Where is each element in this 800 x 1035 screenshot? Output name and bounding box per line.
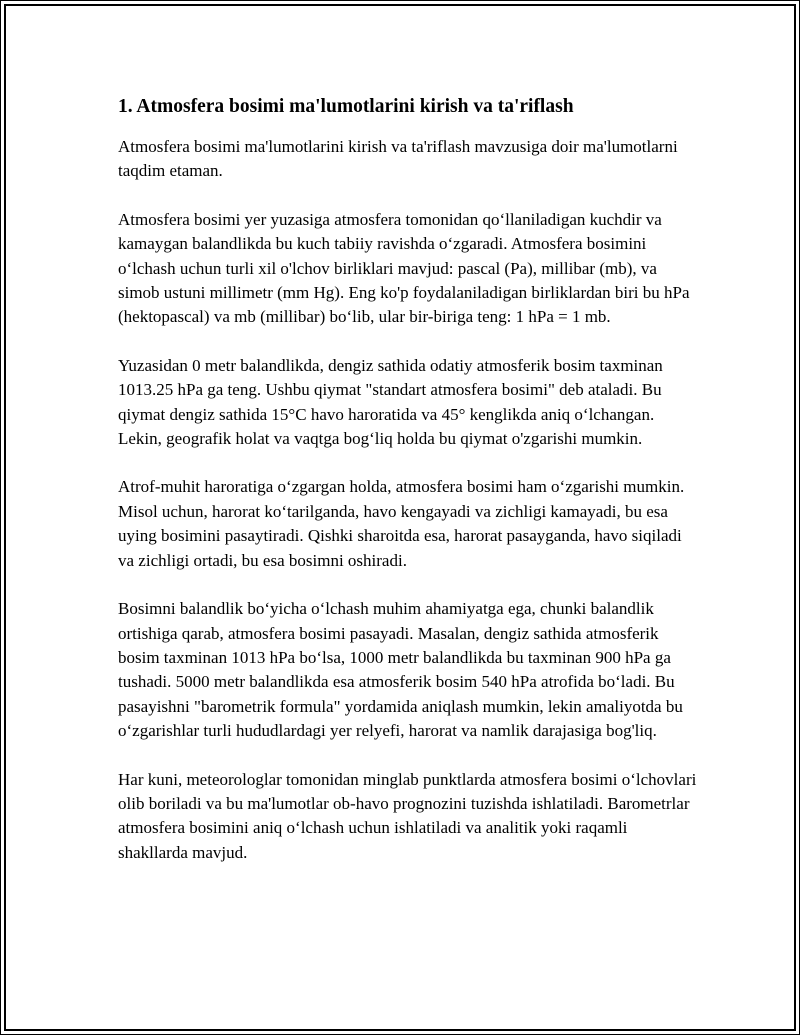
document-body [118, 93, 698, 889]
paragraph-intro: Atmosfera bosimi ma'lumotlarini kirish va ta'riflash mavzusiga doir ma'lumotlarni taqdim etaman. [118, 137, 678, 181]
paragraph-standard-pressure: Yuzasidan 0 metr balandlikda, dengiz sathida odatiy atmosferik bosim taxminan 1013.25 hPa ga teng. Ushbu qiymat "standart atmosfera bosimi" deb ataladi. Bu qiymat dengiz sathida 15°C havo haroratida va 45° kenglikda aniq o‘lchangan. Lekin, geografik holat va vaqtga bog‘liq holda bu qiymat o'zgarishi mumkin. [118, 355, 663, 449]
paragraph-altitude: Bosimni balandlik bo‘yicha o‘lchash muhim ahamiyatga ega, chunki balandlik ortishiga qarab, atmosfera bosimi pasayadi. Masalan, dengiz sathida atmosferik bosim taxminan 1013 hPa bo‘lsa, 1000 metr balandlikda bu taxminan 900 hPa ga tushadi. 5000 metr balandlikda esa atmosferik bosim 540 hPa atrofida bo‘ladi. Bu pasayishni "barometrik formula" yordamida aniqlash mumkin, lekin amaliyotda bu o‘zgarishlar turli hududlardagi yer relyefi, harorat va namlik darajasiga bog'liq. [118, 599, 683, 741]
section-heading: 1. Atmosfera bosimi ma'lumotlarini kirish va ta'riflash [118, 96, 574, 117]
paragraph-definition: Atmosfera bosimi yer yuzasiga atmosfera tomonidan qo‘llaniladigan kuchdir va kamaygan balandlikda bu kuch tabiiy ravishda o‘zgaradi. Atmosfera bosimini o‘lchash uchun turli xil o'lchov birliklari mavjud: pascal (Pa), millibar (mb), va simob ustuni millimetr (mm Hg). Eng ko'p foydalaniladigan birliklardan biri bu hPa (hektopascal) va mb (millibar) bo‘lib, ular bir-biriga teng: 1 hPa = 1 mb. [118, 209, 690, 327]
paragraph-measurement: Har kuni, meteorologlar tomonidan minglab punktlarda atmosfera bosimi o‘lchovlari olib boriladi va bu ma'lumotlar ob-havo prognozini tuzishda ishlatiladi. Barometrlar atmosfera bosimini aniq o‘lchash uchun ishlatiladi va analitik yoki raqamli shakllarda mavjud. [118, 769, 697, 862]
paragraph-temperature: Atrof-muhit haroratiga o‘zgargan holda, atmosfera bosimi ham o‘zgarishi mumkin. Misol uchun, harorat ko‘tarilganda, havo kengayadi va zichligi kamayadi, bu esa uying bosimini pasaytiradi. Qishki sharoitda esa, harorat pasayganda, havo siqiladi va zichligi ortadi, bu esa bosimni oshiradi. [118, 477, 685, 570]
